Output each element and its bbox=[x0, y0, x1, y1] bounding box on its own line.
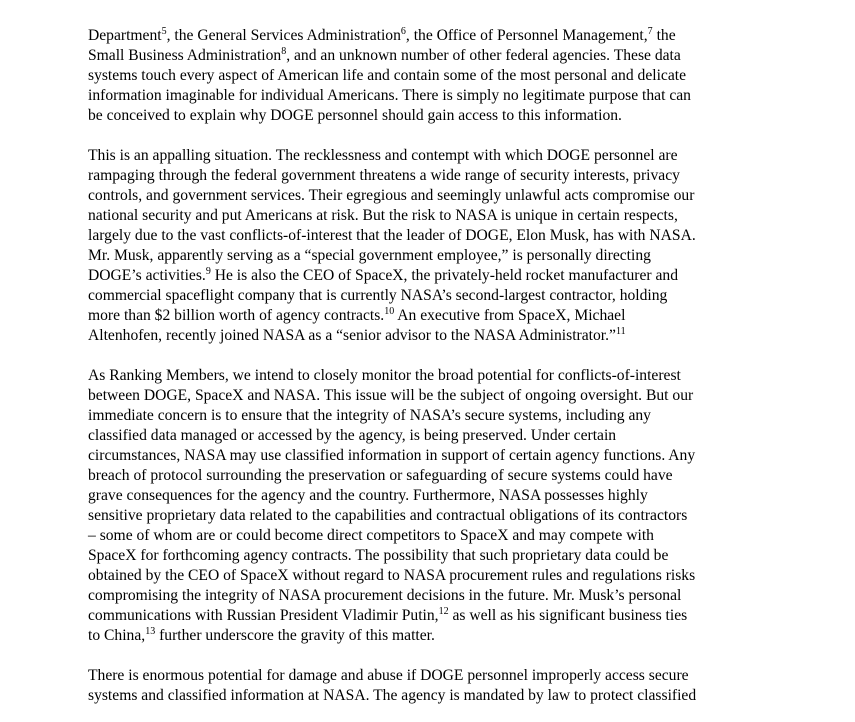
footnote-marker: 12 bbox=[438, 606, 449, 617]
text-run: Department bbox=[88, 27, 162, 44]
text-line bbox=[88, 426, 778, 446]
text-run: An executive from SpaceX, Michael bbox=[394, 307, 626, 324]
text-run: to China, bbox=[88, 627, 146, 644]
text-run: He is also the CEO of SpaceX, the privately-held rocket manufacturer and bbox=[210, 267, 679, 284]
text-run: commercial spaceflight company that is currently NASA’s second-largest contractor, holding bbox=[88, 287, 668, 304]
text-run: As Ranking Members, we intend to closely monitor the broad potential for conflicts-of-interest bbox=[88, 367, 681, 384]
footnote-marker: 13 bbox=[145, 626, 156, 637]
text-line bbox=[88, 46, 778, 66]
text-line bbox=[88, 686, 778, 706]
text-line bbox=[88, 366, 778, 386]
paragraph bbox=[88, 146, 778, 346]
text-line bbox=[88, 486, 778, 506]
footnote-marker: 11 bbox=[615, 326, 626, 337]
text-run: Altenhofen, recently joined NASA as a “senior advisor to the NASA Administrator.” bbox=[88, 327, 616, 344]
text-run: information imaginable for individual Americans. There is simply no legitimate purpose that can bbox=[88, 87, 691, 104]
footnote-marker: 8 bbox=[281, 46, 287, 57]
text-run: This is an appalling situation. The recklessness and contempt with which DOGE personnel are bbox=[88, 147, 678, 164]
text-run: obtained by the CEO of SpaceX without regard to NASA procurement rules and regulations risks bbox=[88, 567, 696, 584]
text-line bbox=[88, 146, 778, 166]
text-line bbox=[88, 306, 778, 326]
footnote-marker: 6 bbox=[400, 26, 406, 37]
text-run: be conceived to explain why DOGE personnel should gain access to this information. bbox=[88, 107, 622, 124]
text-run: systems touch every aspect of American life and contain some of the most personal and delicate bbox=[88, 67, 686, 84]
letter-body bbox=[88, 26, 778, 722]
footnote-marker: 5 bbox=[161, 26, 167, 37]
text-line bbox=[88, 206, 778, 226]
footnote-marker: 10 bbox=[384, 306, 395, 317]
text-line bbox=[88, 326, 778, 346]
text-line bbox=[88, 106, 778, 126]
text-line bbox=[88, 406, 778, 426]
text-line bbox=[88, 466, 778, 486]
footnote-marker: 9 bbox=[205, 266, 211, 277]
text-run: compromising the integrity of NASA procurement decisions in the future. Mr. Musk’s personal bbox=[88, 587, 682, 604]
footnote-marker: 7 bbox=[647, 26, 653, 37]
text-run: Small Business Administration bbox=[88, 47, 282, 64]
text-run: national security and put Americans at risk. But the risk to NASA is unique in certain respects, bbox=[88, 207, 678, 224]
text-run: SpaceX for forthcoming agency contracts. The possibility that such proprietary data could be bbox=[88, 547, 669, 564]
text-line bbox=[88, 586, 778, 606]
paragraph bbox=[88, 26, 778, 126]
text-line bbox=[88, 606, 778, 626]
text-run: communications with Russian President Vladimir Putin, bbox=[88, 607, 439, 624]
text-line bbox=[88, 26, 778, 46]
text-run: controls, and government services. Their egregious and seemingly unlawful acts compromise our bbox=[88, 187, 695, 204]
text-line bbox=[88, 226, 778, 246]
text-run: the bbox=[652, 27, 676, 44]
text-run: largely due to the vast conflicts-of-interest that the leader of DOGE, Elon Musk, has with NASA. bbox=[88, 227, 696, 244]
text-line bbox=[88, 666, 778, 686]
text-line bbox=[88, 66, 778, 86]
text-line bbox=[88, 526, 778, 546]
text-run: between DOGE, SpaceX and NASA. This issue will be the subject of ongoing oversight. But our bbox=[88, 387, 694, 404]
text-line bbox=[88, 166, 778, 186]
text-run: Mr. Musk, apparently serving as a “special government employee,” is personally directing bbox=[88, 247, 651, 264]
text-line bbox=[88, 266, 778, 286]
paragraph bbox=[88, 366, 778, 646]
text-line bbox=[88, 626, 778, 646]
text-run: DOGE’s activities. bbox=[88, 267, 206, 284]
text-run: classified data managed or accessed by the agency, is being preserved. Under certain bbox=[88, 427, 617, 444]
text-line bbox=[88, 286, 778, 306]
text-run: , the Office of Personnel Management, bbox=[405, 27, 648, 44]
text-run: , the General Services Administration bbox=[166, 27, 401, 44]
text-line bbox=[88, 86, 778, 106]
text-run: rampaging through the federal government threatens a wide range of security interests, privacy bbox=[88, 167, 680, 184]
text-run: grave consequences for the agency and the country. Furthermore, NASA possesses highly bbox=[88, 487, 648, 504]
text-run: immediate concern is to ensure that the integrity of NASA’s secure systems, including any bbox=[88, 407, 651, 424]
text-line bbox=[88, 386, 778, 406]
text-run: – some of whom are or could become direct competitors to SpaceX and may compete with bbox=[88, 527, 654, 544]
text-line bbox=[88, 186, 778, 206]
paragraph bbox=[88, 666, 778, 706]
text-run: breach of protocol surrounding the preservation or safeguarding of secure systems could have bbox=[88, 467, 673, 484]
text-line bbox=[88, 566, 778, 586]
text-run: , and an unknown number of other federal agencies. These data bbox=[286, 47, 681, 64]
text-line bbox=[88, 546, 778, 566]
text-run: more than $2 billion worth of agency contracts. bbox=[88, 307, 385, 324]
text-run: as well as his significant business ties bbox=[448, 607, 688, 624]
text-run: sensitive proprietary data related to the capabilities and contractual obligations of its contractors bbox=[88, 507, 688, 524]
text-line bbox=[88, 446, 778, 466]
text-run: circumstances, NASA may use classified information in support of certain agency functions. Any bbox=[88, 447, 696, 464]
text-line bbox=[88, 506, 778, 526]
text-line bbox=[88, 246, 778, 266]
text-run: There is enormous potential for damage and abuse if DOGE personnel improperly access secure bbox=[88, 667, 689, 684]
text-run: systems and classified information at NASA. The agency is mandated by law to protect classified bbox=[88, 687, 697, 704]
text-run: further underscore the gravity of this matter. bbox=[155, 627, 435, 644]
